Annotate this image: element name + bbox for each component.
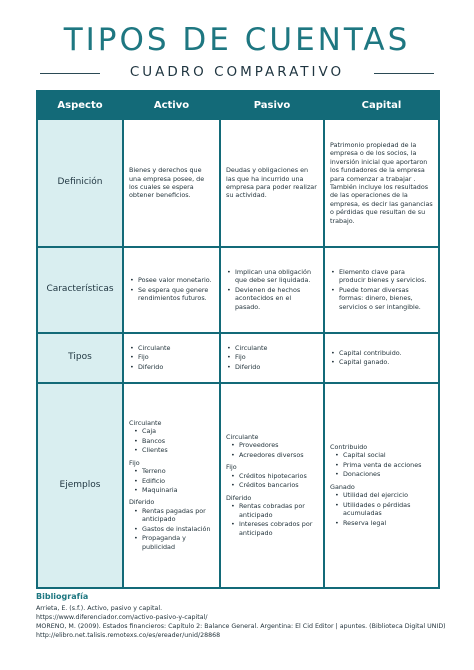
- table-row-tipos: [37, 333, 439, 383]
- cell-tipos-capital: [324, 333, 439, 383]
- bullet-list: [330, 349, 433, 367]
- bullet-list: [129, 467, 214, 494]
- list-item: • Capital contribuido.: [330, 349, 433, 357]
- group-title: Contribuido: [330, 442, 368, 451]
- column-header-capital: Capital: [324, 91, 439, 119]
- list-item: • Elemento clave para producir bienes y servicios.: [330, 268, 433, 285]
- cell-caracteristicas-activo: [123, 247, 220, 333]
- list-item: • Edificio: [133, 477, 214, 485]
- column-header-aspecto: Aspecto: [37, 91, 123, 119]
- list-item: • Utilidad del ejercicio: [334, 491, 433, 499]
- list-item: • Fijo: [226, 353, 318, 361]
- row-label-definicion: Definición: [37, 119, 123, 247]
- bullet-list: [129, 344, 214, 371]
- list-item: • Circulante: [129, 344, 214, 352]
- page-title: TIPOS DE CUENTAS: [63, 22, 411, 58]
- group-title: Ganado: [330, 482, 355, 491]
- group-title: Circulante: [129, 418, 162, 427]
- cell-definicion-activo: Bienes y derechos que una empresa posee, de los cuales se espera obtener beneficios.: [123, 119, 220, 247]
- bullet-list: [226, 344, 318, 371]
- list-item: • Diferido: [129, 363, 214, 371]
- group-title: Fijo: [129, 458, 140, 467]
- list-item: • Caja: [133, 427, 214, 435]
- cell-caracteristicas-pasivo: [220, 247, 324, 333]
- cell-ejemplos-pasivo: [220, 383, 324, 588]
- list-item: • Propaganda y publicidad: [133, 534, 214, 551]
- bullet-list: [226, 502, 318, 537]
- group-title: Diferido: [129, 498, 155, 507]
- list-item: • Prima venta de acciones: [334, 461, 433, 469]
- row-label-tipos: Tipos: [37, 333, 123, 383]
- list-item: • Clientes: [133, 446, 214, 454]
- bibliography-link[interactable]: http://elibro.net.talisis.remotexs.co/es/ereader/unid/28868: [36, 631, 221, 639]
- list-item: • Rentas pagadas por anticipado: [133, 507, 214, 524]
- list-item: • Acreedores diversos: [230, 451, 318, 459]
- bullet-list: [129, 427, 214, 454]
- list-item: • Posee valor monetario.: [129, 276, 214, 284]
- group-title: Fijo: [226, 463, 237, 472]
- page-subtitle: CUADRO COMPARATIVO: [129, 64, 345, 80]
- bullet-list: [226, 441, 318, 459]
- row-label-caracteristicas: Características: [37, 247, 123, 333]
- bullet-list: [226, 268, 318, 311]
- bullet-list: [330, 268, 433, 311]
- subtitle-block: [36, 64, 438, 84]
- bullet-list: [129, 276, 214, 302]
- cell-ejemplos-activo: [123, 383, 220, 588]
- list-item: • Circulante: [226, 344, 318, 352]
- list-item: • Capital social: [334, 451, 433, 459]
- cell-definicion-capital: Patrimonio propiedad de la empresa o de los socios, la inversión inicial que aportaron los fundadores de la empresa para comenzar a trabajar . También incluye los resultados de las operaciones de la empresa, es decir las ganancias o pérdidas que resultan de su trabajo.: [324, 119, 439, 247]
- table-row-caracteristicas: [37, 247, 439, 333]
- list-item: • Devienen de hechos acontecidos en el pasado.: [226, 286, 318, 311]
- cell-tipos-activo: [123, 333, 220, 383]
- list-item: • Gastos de instalación: [133, 525, 214, 533]
- list-item: • Capital ganado.: [330, 358, 433, 366]
- list-item: • Intereses cobrados por anticipado: [230, 520, 318, 537]
- list-item: • Puede tomar diversas formas: dinero, bienes, servicios o ser intangible.: [330, 286, 433, 311]
- table-row-definicion: [37, 119, 439, 247]
- list-item: • Utilidades o pérdidas acumuladas: [334, 501, 433, 518]
- table-row-ejemplos: [37, 383, 439, 588]
- subtitle-divider-right: [374, 73, 434, 74]
- table-header-row: [37, 91, 439, 119]
- bibliography-entry: MORENO, M. (2009). Estados financieros: Capítulo 2: Balance General. Argentina: El Cid Editor | apuntes. (Biblioteca Digital UNID): [36, 622, 446, 630]
- group-title: Diferido: [226, 493, 252, 502]
- list-item: • Reserva legal: [334, 519, 433, 527]
- list-item: • Proveedores: [230, 441, 318, 449]
- list-item: • Maquinaria: [133, 486, 214, 494]
- bullet-list: [330, 451, 433, 478]
- group-title: Circulante: [226, 433, 259, 441]
- list-item: • Terreno: [133, 467, 214, 475]
- list-item: • Diferido: [226, 363, 318, 371]
- list-item: • Fijo: [129, 353, 214, 361]
- column-header-pasivo: Pasivo: [220, 91, 324, 119]
- list-item: • Créditos hipotecarios: [230, 472, 318, 480]
- list-item: • Bancos: [133, 437, 214, 445]
- list-item: • Se espera que genere rendimientos futuros.: [129, 286, 214, 303]
- comparison-table: [36, 90, 440, 589]
- list-item: • Donaciones: [334, 470, 433, 478]
- bibliography: [36, 591, 446, 640]
- bibliography-title: Bibliografía: [36, 592, 89, 601]
- list-item: • Rentas cobradas por anticipado: [230, 502, 318, 519]
- cell-ejemplos-capital: [324, 383, 439, 588]
- list-item: • Implican una obligación que debe ser liquidada.: [226, 268, 318, 285]
- cell-caracteristicas-capital: [324, 247, 439, 333]
- bullet-list: [129, 507, 214, 551]
- bullet-list: [330, 491, 433, 527]
- list-item: • Créditos bancarios: [230, 481, 318, 489]
- column-header-activo: Activo: [123, 91, 220, 119]
- cell-tipos-pasivo: [220, 333, 324, 383]
- bibliography-entry: Arrieta, E. (s.f.). Activo, pasivo y capital.: [36, 604, 163, 612]
- bibliography-link[interactable]: https://www.diferenciador.com/activo-pasivo-y-capital/: [36, 613, 208, 621]
- cell-definicion-pasivo: Deudas y obligaciones en las que ha incurrido una empresa para poder realizar su actividad.: [220, 119, 324, 247]
- row-label-ejemplos: Ejemplos: [37, 383, 123, 588]
- bullet-list: [226, 472, 318, 490]
